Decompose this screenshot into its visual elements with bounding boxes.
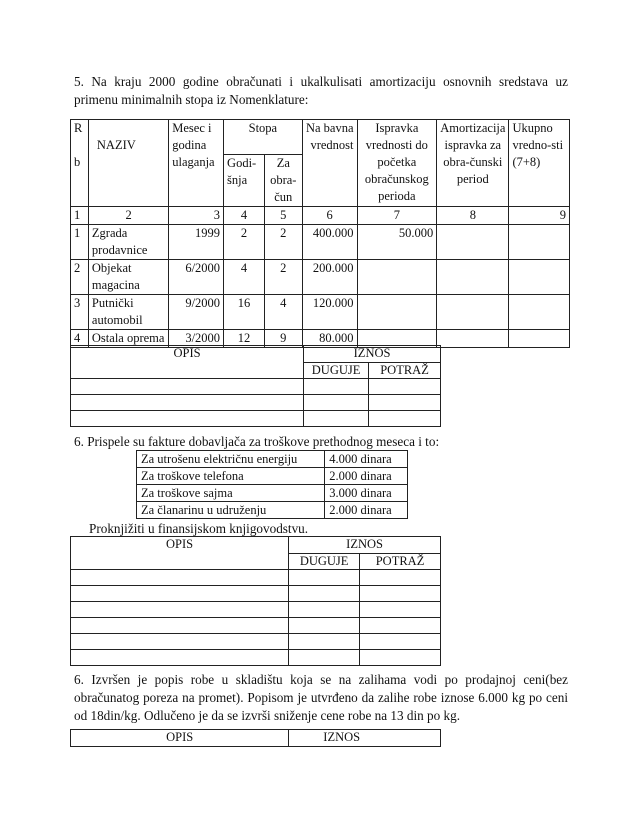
header-rb [71, 120, 89, 207]
cell-nabavna: 80.000 [302, 330, 357, 348]
cell-rb: 1 [71, 225, 89, 260]
task6a-text: 6. Prispele su fakture dobavljača za troškove prethodnog meseca i to: [74, 434, 440, 449]
cell-godisnja: 2 [224, 225, 265, 260]
header-stopa: Stopa [224, 120, 303, 155]
cost-label: Za članarinu u udruženju [137, 502, 325, 519]
cell-naziv: Zgrada prodavnice [88, 225, 168, 260]
cell-rb: 3 [71, 295, 89, 330]
header-ispravka: Ispravka vrednosti do početka obračunskog perioda [357, 120, 437, 207]
cell-amortizacija [437, 295, 509, 330]
task5-text: 5. Na kraju 2000 godine obračunati i ukalkulisati amortizaciju osnovnih sredstava uz primenu minimalnih stopa iz Nomenklature: [74, 74, 568, 107]
header-godisnja: Godi-šnja [224, 155, 265, 207]
journal-table-2 [70, 536, 441, 666]
colnum-4: 4 [224, 207, 265, 225]
cell-ukupno [509, 225, 570, 260]
task6b-text: 6. Izvršen je popis robe u skladištu koja se na zalihama vodi po prodajnoj ceni(bez obračunatog poreza na promet). Popisom je utvrđeno da zalihe robe iznose 6.000 kg po ceni od 18din/kg. Odlučeno je da se izvrši sniženje cene robe na 13 din po kg. [74, 672, 568, 723]
header-naziv [88, 120, 168, 207]
journal-duguje-header: DUGUJE [289, 553, 360, 570]
cost-amount: 3.000 dinara [325, 485, 408, 502]
cell-ukupno [509, 330, 570, 348]
cost-label: Za troškove sajma [137, 485, 325, 502]
journal-entry-row[interactable] [71, 586, 441, 602]
cell-ukupno [509, 260, 570, 295]
list-item [137, 468, 408, 485]
cell-nabavna: 400.000 [302, 225, 357, 260]
journal-iznos-header: IZNOS [289, 730, 441, 747]
cell-mesec: 9/2000 [169, 295, 224, 330]
journal-entry-row[interactable] [71, 602, 441, 618]
journal-opis-header: OPIS [71, 537, 289, 570]
cost-amount: 2.000 dinara [325, 468, 408, 485]
task6a-instruction: Proknjižiti u finansijskom knjigovodstvu. [89, 521, 309, 536]
colnum-9: 9 [509, 207, 570, 225]
cell-za-obracun: 2 [264, 260, 302, 295]
header-naziv-text: NAZIV [96, 138, 136, 152]
cell-amortizacija [437, 260, 509, 295]
cell-ispravka [357, 260, 437, 295]
journal-iznos-header: IZNOS [289, 537, 441, 554]
cell-za-obracun: 2 [264, 225, 302, 260]
cell-rb: 4 [71, 330, 89, 348]
table-row [71, 225, 570, 260]
header-rb-top: R [74, 121, 83, 135]
cost-amount: 2.000 dinara [325, 502, 408, 519]
cell-nabavna: 120.000 [302, 295, 357, 330]
cost-amount: 4.000 dinara [325, 451, 408, 468]
colnum-1: 1 [71, 207, 89, 225]
colnum-3: 3 [169, 207, 224, 225]
list-item [137, 485, 408, 502]
journal-entry-row[interactable] [71, 650, 441, 666]
cell-naziv: Putnički automobil [88, 295, 168, 330]
journal-potraz-header: POTRAŽ [360, 553, 441, 570]
journal-entry-row[interactable] [71, 570, 441, 586]
header-ukupno: Ukupno vredno-sti (7+8) [509, 120, 570, 207]
cell-za-obracun: 9 [264, 330, 302, 348]
colnum-7: 7 [357, 207, 437, 225]
journal-entry-row[interactable] [71, 395, 441, 411]
header-za-obracun: Za obra-čun [264, 155, 302, 207]
cell-ispravka: 50.000 [357, 225, 437, 260]
journal-duguje-header: DUGUJE [304, 362, 369, 379]
header-nabavna: Na bavna vrednost [302, 120, 357, 207]
column-number-row [71, 207, 570, 225]
cell-mesec: 6/2000 [169, 260, 224, 295]
journal-opis-header: OPIS [71, 730, 289, 747]
cell-godisnja: 12 [224, 330, 265, 348]
colnum-8: 8 [437, 207, 509, 225]
colnum-6: 6 [302, 207, 357, 225]
cell-mesec: 1999 [169, 225, 224, 260]
cost-label: Za troškove telefona [137, 468, 325, 485]
colnum-2: 2 [88, 207, 168, 225]
journal-entry-row[interactable] [71, 379, 441, 395]
journal-entry-row[interactable] [71, 618, 441, 634]
journal-entry-row[interactable] [71, 634, 441, 650]
journal-iznos-header: IZNOS [304, 346, 441, 363]
cost-label: Za utrošenu električnu energiju [137, 451, 325, 468]
amortization-table [70, 119, 570, 348]
cell-godisnja: 4 [224, 260, 265, 295]
list-item [137, 451, 408, 468]
list-item [137, 502, 408, 519]
journal-potraz-header: POTRAŽ [369, 362, 441, 379]
cell-naziv: Ostala oprema [88, 330, 168, 348]
journal-table-3 [70, 729, 441, 747]
header-amortizacija: Amortizacija ispravka za obra-čunski period [437, 120, 509, 207]
cell-rb: 2 [71, 260, 89, 295]
journal-entry-row[interactable] [71, 411, 441, 427]
cell-za-obracun: 4 [264, 295, 302, 330]
cell-nabavna: 200.000 [302, 260, 357, 295]
cell-godisnja: 16 [224, 295, 265, 330]
table-row [71, 260, 570, 295]
cell-amortizacija [437, 330, 509, 348]
cell-ispravka [357, 295, 437, 330]
cell-amortizacija [437, 225, 509, 260]
cell-naziv: Objekat magacina [88, 260, 168, 295]
cell-mesec: 3/2000 [169, 330, 224, 348]
journal-opis-header: OPIS [71, 346, 304, 379]
costs-table [136, 450, 408, 519]
colnum-5: 5 [264, 207, 302, 225]
header-mesec: Mesec i godina ulaganja [169, 120, 224, 207]
journal-table-1 [70, 345, 441, 427]
table-row [71, 295, 570, 330]
cell-ukupno [509, 295, 570, 330]
header-rb-bottom: b [74, 155, 81, 169]
